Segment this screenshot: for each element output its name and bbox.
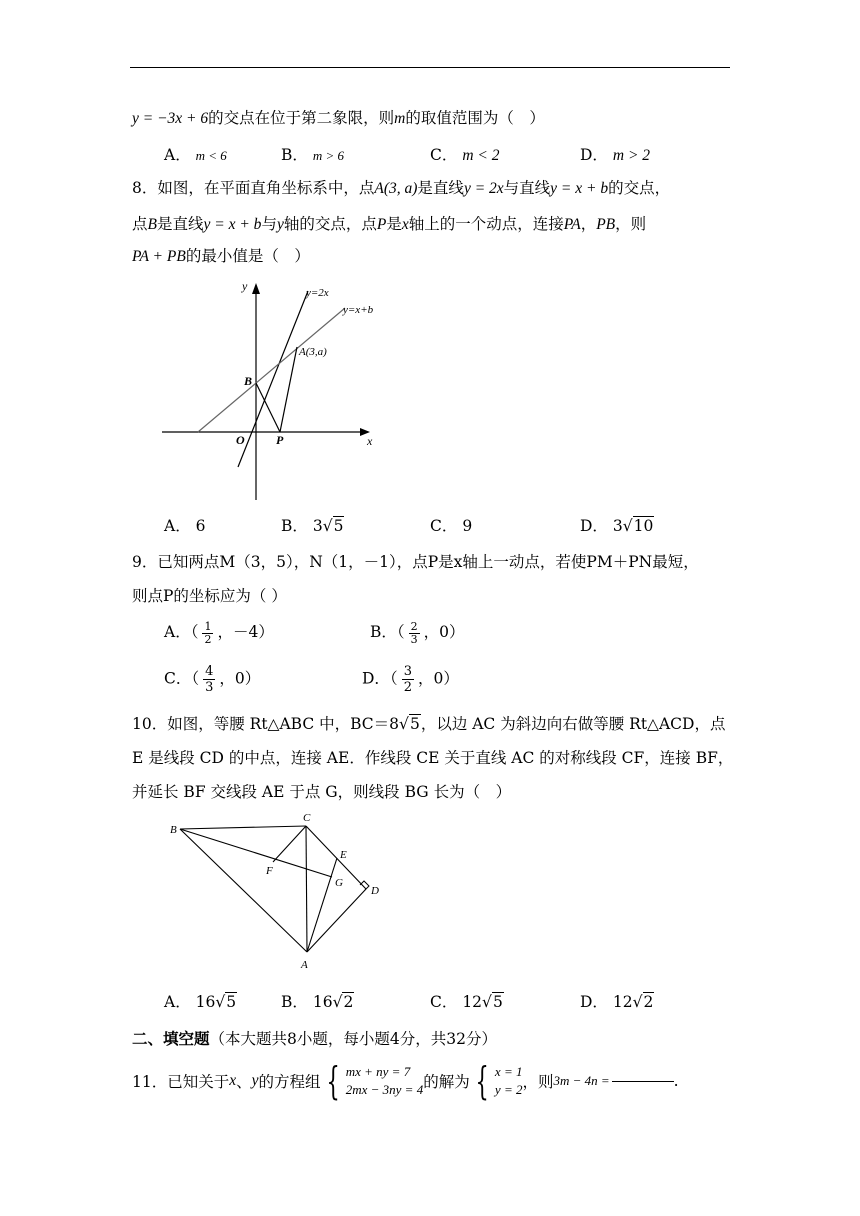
q8-figure [150, 275, 400, 505]
label-e: E [340, 849, 347, 861]
fraction: $\frac{1}{2}$ [204, 619, 212, 646]
q11-stem: 11．已知关于 x 、 y 的方程组 { mx + ny = 7 2mx − 3ny = 4 的解为 { x = 1 y = 2 ，则 3m − 4n = . [132, 1059, 679, 1103]
q9-option-c[interactable]: C．（ $\frac{4}{3}$ ，0） [164, 664, 261, 695]
q8-option-c[interactable]: C． 9 [430, 517, 473, 535]
label-f: F [266, 865, 273, 877]
section-heading [132, 1027, 497, 1049]
fraction: $\frac{3}{2}$ [403, 664, 412, 695]
q7-text: 的交点在位于第二象限，则 [208, 109, 395, 127]
q9-option-a[interactable]: A．（ $\frac{1}{2}$ ，－4） [164, 619, 274, 646]
solution-system: { x = 1 y = 2 [475, 1059, 523, 1103]
brace-icon: { [325, 1059, 340, 1103]
q9-option-d[interactable]: D．（ $\frac{3}{2}$ ，0） [362, 664, 459, 695]
q9-line1: 9．已知两点M（3，5），N（1，－1），点P是x轴上一动点，若使PM＋PN最短， [132, 553, 699, 571]
q10-option-d[interactable]: D． 12√2 [580, 993, 654, 1011]
q8-option-b[interactable]: B． 3√5 [281, 517, 344, 535]
q7-option-a[interactable]: A． m < 6 [164, 146, 227, 164]
section-note: （本大题共8小题，每小题4分，共32分） [209, 1030, 497, 1048]
header-rule [130, 67, 730, 68]
segment-ca [306, 826, 307, 952]
label-d: D [371, 885, 379, 897]
q8-point-a: A(3, a) [374, 180, 418, 197]
q7-option-c[interactable]: C． m < 2 [430, 146, 500, 164]
q8-line1: 8．如图，在平面直角坐标系中，点A(3, a)是直线y = 2x与直线y = x + b的交点， [132, 179, 671, 197]
y-axis-arrow [252, 283, 260, 294]
label-c: C [303, 812, 311, 824]
segment-bc [180, 826, 306, 829]
q8-option-a[interactable]: A． 6 [164, 517, 206, 535]
label-b: B [170, 824, 177, 836]
answer-blank[interactable] [612, 1081, 674, 1082]
segment-cf [273, 826, 306, 862]
q10-figure [160, 808, 390, 978]
q10-line3: 并延长 BF 交线段 AE 于点 G，则线段 BG 长为（ ） [132, 783, 512, 801]
q7-text2: 的取值范围为（ ） [405, 109, 545, 127]
fraction: $\frac{4}{3}$ [205, 664, 214, 695]
label-a: A [301, 959, 308, 971]
label-g: G [335, 877, 343, 889]
label-y: y [242, 279, 248, 293]
label-o: O [236, 433, 245, 447]
q9-line2: 则点P的坐标应为（ ） [132, 587, 287, 605]
fraction: $\frac{2}{3}$ [410, 619, 418, 646]
q8-line3: PA + PB的最小值是（ ） [132, 247, 310, 265]
q8-option-d[interactable]: D． 3√10 [580, 517, 654, 535]
q10-line1: 10．如图，等腰 Rt△ABC 中，BC＝8√5，以边 AC 为斜边向右做等腰 Rt△ACD，点 [132, 715, 726, 733]
q9-option-b[interactable]: B．（ $\frac{2}{3}$ ，0） [370, 619, 465, 646]
segment-bg [180, 829, 332, 877]
segment-da [307, 889, 366, 952]
q7-stem [132, 106, 545, 128]
segment-ae [307, 858, 337, 952]
label-x: x [367, 434, 373, 448]
q10-option-a[interactable]: A． 16√5 [164, 993, 237, 1011]
q7-option-d[interactable]: D． m > 2 [580, 146, 651, 164]
label-a: A(3,a) [299, 346, 327, 358]
label-b: B [244, 374, 253, 388]
right-angle-mark [360, 881, 369, 890]
q7-var: m [394, 110, 406, 127]
q7-equation: y = −3x + 6 [132, 110, 209, 127]
equation-system: { mx + ny = 7 2mx − 3ny = 4 [325, 1059, 424, 1103]
segment-pa [280, 347, 297, 432]
segment-ba [180, 829, 307, 952]
q10-option-b[interactable]: B． 16√2 [281, 993, 354, 1011]
q10-line2: E 是线段 CD 的中点，连接 AE．作线段 CE 关于直线 AC 的对称线段 CF，连接 BF， [132, 749, 734, 767]
label-line-2x: y=2x [306, 287, 329, 299]
section-title: 二、填空题 [132, 1029, 210, 1048]
brace-icon: { [475, 1059, 489, 1103]
q10-option-c[interactable]: C． 12√5 [430, 993, 503, 1011]
label-line-xb: y=x+b [343, 304, 374, 316]
label-p: P [276, 433, 284, 447]
q7-option-b[interactable]: B． m > 6 [281, 146, 344, 164]
q8-line2: 点B是直线y = x + b与y轴的交点，点P是x轴上的一个动点，连接PA，PB，则 [132, 215, 647, 233]
